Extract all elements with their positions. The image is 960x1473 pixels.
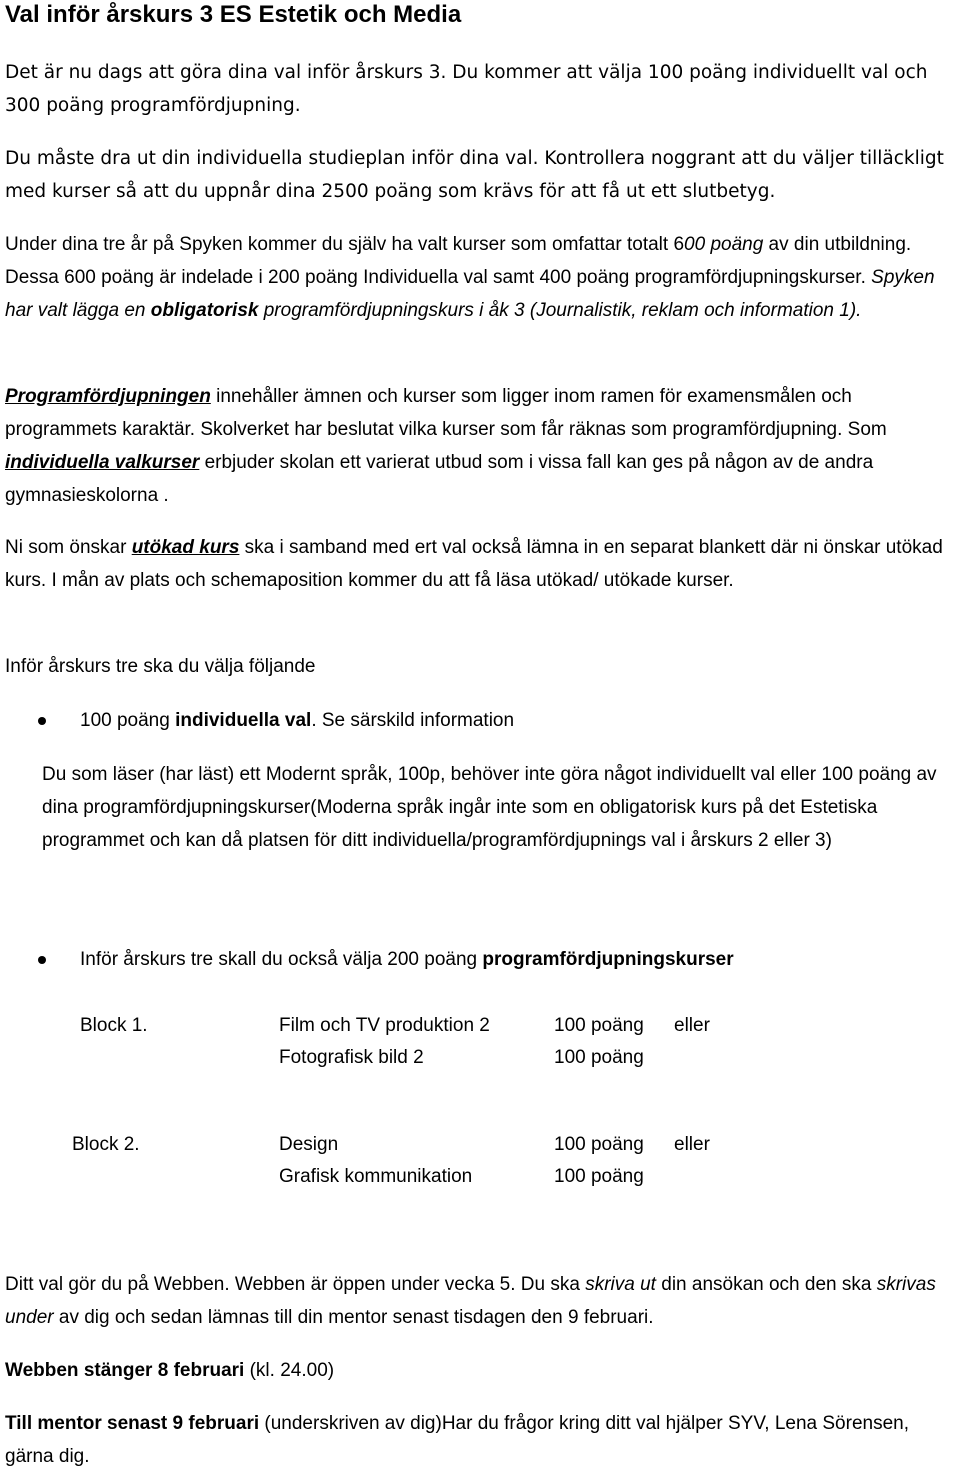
plan-line-2: med kurser så att du uppnår dina 2500 poäng som krävs för att få ut ett slutbetyg. — [5, 181, 776, 202]
course-points: 100 poäng — [554, 1134, 644, 1155]
spyken-points: 00 poäng — [684, 234, 764, 255]
block-1-label: Block 1. — [80, 1015, 148, 1036]
spyken-text-2: av din utbildning. Dessa 600 poäng är indelade i 200 poäng Individuella val samt 400 poäng programfördjupningskurser. — [5, 234, 912, 288]
spyken-note: Spyken har valt lägga en — [5, 267, 935, 321]
programfordjupning-paragraph — [5, 380, 955, 512]
bullet2-text: Inför årskurs tre skall du också välja 200 poäng — [80, 949, 483, 970]
plan-line-1: Du måste dra ut din individuella studieplan inför dina val. Kontrollera noggrant att du väljer tilläckligt — [5, 148, 944, 169]
bullet-icon — [38, 717, 46, 725]
programfordjupning-term: Programfördjupningen — [5, 386, 211, 407]
bullet-individual-choice — [80, 704, 514, 737]
mentor-text: (underskriven av dig)Har du frågor kring ditt val hjälper SYV, Lena Sörensen, gärna dig. — [5, 1413, 909, 1467]
course-name: Design — [279, 1134, 339, 1155]
mentor-deadline: Till mentor senast 9 februari — [5, 1413, 260, 1434]
course-points: 100 poäng — [554, 1166, 644, 1187]
course-name: Grafisk kommunikation — [279, 1166, 473, 1187]
bullet2-bold: programfördjupningskurser — [482, 949, 734, 970]
webben-text: Ditt val gör du på Webben. Webben är öppen under vecka 5. Du ska — [5, 1274, 586, 1295]
mentor-paragraph — [5, 1407, 955, 1473]
course-or: eller — [674, 1015, 710, 1036]
utokad-term: utökad kurs — [131, 537, 240, 558]
intro-line-1: Det är nu dags att göra dina val inför årskurs 3. Du kommer att välja 100 poäng individuellt val och — [5, 62, 928, 83]
course-name: Film och TV produktion 2 — [279, 1015, 490, 1036]
block-2-label: Block 2. — [72, 1134, 140, 1155]
spyken-paragraph — [5, 228, 955, 327]
skrivas-under-term: skrivas under — [5, 1274, 936, 1328]
course-name: Fotografisk bild 2 — [279, 1047, 424, 1068]
obligatorisk-word: obligatorisk — [150, 300, 259, 321]
spyken-note-2: programfördjupningskurs i åk 3 (Journalistik, reklam och information 1). — [258, 300, 862, 321]
webben-closes-time: (kl. 24.00) — [244, 1360, 335, 1381]
bullet-icon — [38, 956, 46, 964]
bullet1-text-2: . Se särskild information — [311, 710, 515, 731]
study-plan-paragraph — [5, 142, 955, 208]
bullet1-bold: individuella val — [175, 710, 312, 731]
webben-text-2: din ansökan och den ska — [655, 1274, 877, 1295]
course-points: 100 poäng — [554, 1015, 644, 1036]
bullet-program-courses — [80, 943, 734, 976]
skriva-ut-term: skriva ut — [585, 1274, 656, 1295]
infor-heading: Inför årskurs tre ska du välja följande — [5, 656, 316, 677]
valkurser-text: erbjuder skolan ett varierat utbud som i vissa fall kan ges på någon av de andra gymnasieskolorna . — [5, 452, 874, 506]
utokad-text: Ni som önskar — [5, 537, 132, 558]
intro-line-2: 300 poäng programfördjupning. — [5, 95, 301, 116]
webben-text-3: av dig och sedan lämnas till din mentor senast tisdagen den 9 februari. — [53, 1307, 654, 1328]
spyken-text: Under dina tre år på Spyken kommer du själv ha valt kurser som omfattar totalt 6 — [5, 234, 685, 255]
course-or: eller — [674, 1134, 710, 1155]
valkurser-term: individuella valkurser — [5, 452, 200, 473]
intro-paragraph — [5, 56, 955, 122]
modernt-sprak-paragraph: Du som läser (har läst) ett Modernt språk, 100p, behöver inte göra något individuellt val eller 100 poäng av dina programfördjupningskurser(Moderna språk ingår inte som en obligatorisk kurs på det Estetiska programmet och kan då platsen för ditt individuella/programfördjupnings val i årskurs 2 eller 3) — [42, 764, 937, 851]
webben-paragraph — [5, 1268, 955, 1334]
utokad-paragraph — [5, 531, 955, 597]
webben-closes-line — [5, 1354, 955, 1387]
programfordjupning-text: innehåller ämnen och kurser som ligger inom ramen för examensmålen och programmets karaktär. Skolverket har beslutat vilka kurser som får räknas som programfördjupning. Som — [5, 386, 887, 440]
bullet1-text: 100 poäng — [80, 710, 176, 731]
page-title: Val inför årskurs 3 ES Estetik och Media — [5, 1, 462, 28]
utokad-text-2: ska i samband med ert val också lämna in en separat blankett där ni önskar utökad kurs. I mån av plats och schemaposition kommer du att få läsa utökad/ utökade kurser. — [5, 537, 943, 591]
webben-closes-date: Webben stänger 8 februari — [5, 1360, 245, 1381]
course-points: 100 poäng — [554, 1047, 644, 1068]
